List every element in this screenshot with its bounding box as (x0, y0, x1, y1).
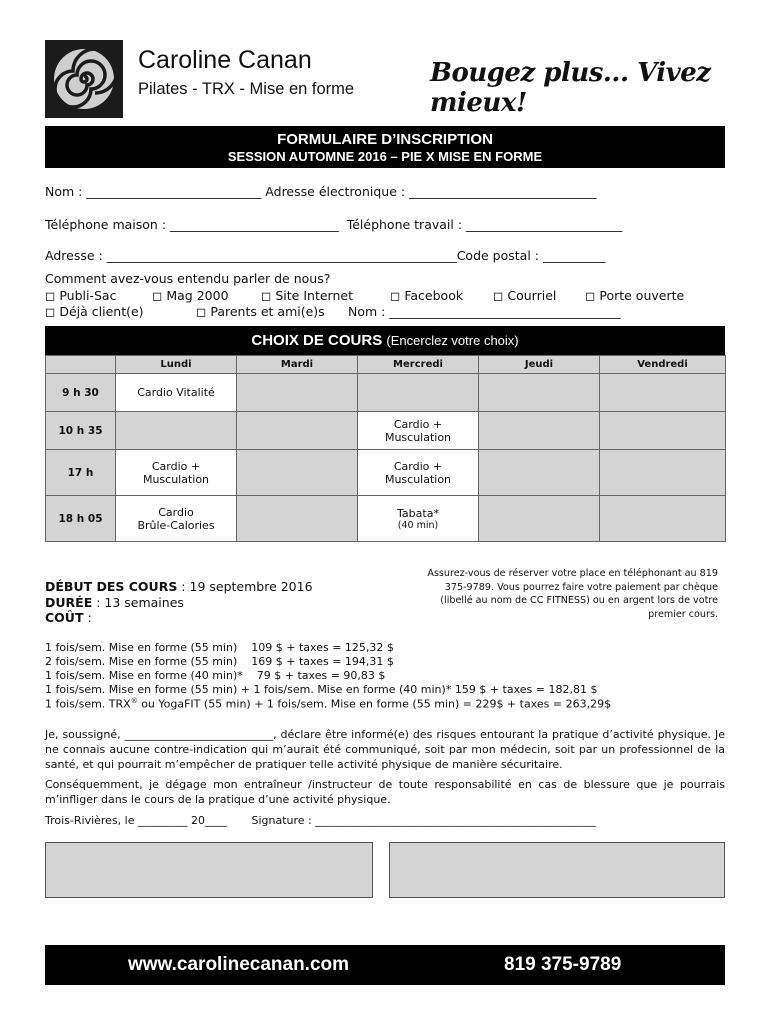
phone-field[interactable]: Téléphone maison : ___________________________ Téléphone travail : _________________________ (45, 217, 623, 232)
course-cell[interactable]: Tabata* (40 min) (358, 496, 479, 542)
booking-note: Assurez-vous de réserver votre place en téléphonant au 819 375-9789. Vous pourrez faire votre paiement par chèque (libellé au nom de CC FITNESS) ou en argent lors de votre premier cours. (427, 568, 718, 620)
empty-cell (600, 374, 726, 412)
empty-cell (600, 412, 726, 450)
option-parents-amis[interactable]: ◻ Parents et ami(e)s (196, 304, 325, 319)
price-line: 1 fois/sem. Mise en forme (55 min) + 1 fois/sem. Mise en forme (40 min)* 159 $ + taxes = 182,81 $ (45, 683, 598, 696)
price-line-trx: 1 fois/sem. TRX® ou YogaFIT (55 min) + 1 fois/sem. Mise en forme (55 min) = 229$ + taxes = 263,29$ (45, 697, 612, 711)
corner-cell (46, 356, 116, 374)
day-header: Lundi (116, 356, 237, 374)
referrer-name-field[interactable]: Nom : _____________________________________ (348, 304, 621, 319)
footer-bar (45, 945, 725, 985)
signature-box-left[interactable] (45, 842, 373, 898)
time-cell: 9 h 30 (46, 374, 116, 412)
price-line: 2 fois/sem. Mise en forme (55 min) 169 $ + taxes = 194,31 $ (45, 655, 394, 668)
empty-cell (600, 496, 726, 542)
declaration-paragraph: Je, soussigné, ___________________________, déclare être informé(e) des risques entourant la pratique d’activité physique. Je ne connais aucune contre-indication qui m’aurait été communiqué, soit par mon médecin, soit par un professionnel de la santé, et qui pourrait m’empêcher de pratiquer telle activité physique de manière sécuritaire. (45, 728, 725, 771)
brand-subtitle: Pilates - TRX - Mise en forme (138, 80, 355, 98)
option-publisac[interactable]: ◻ Publi-Sac (45, 288, 117, 303)
footer-website[interactable]: www.carolinecanan.com (128, 954, 350, 975)
option-courriel[interactable]: ◻ Courriel (493, 288, 557, 303)
course-cell[interactable]: Cardio + Musculation (358, 450, 479, 496)
schedule-title: CHOIX DE COURS (251, 332, 383, 349)
price-line: 1 fois/sem. Mise en forme (40 min)* 79 $ + taxes = 90,83 $ (45, 669, 386, 682)
schedule-subtitle: (Encerclez votre choix) (386, 333, 519, 348)
option-deja-client[interactable]: ◻ Déjà client(e) (45, 304, 144, 319)
signature-box-right[interactable] (389, 842, 725, 898)
empty-cell (237, 450, 358, 496)
name-email-field[interactable]: Nom : ____________________________ Adresse électronique : ______________________________ (45, 184, 597, 199)
empty-cell (479, 412, 600, 450)
empty-cell (116, 412, 237, 450)
course-cell[interactable]: Cardio + Musculation (116, 450, 237, 496)
empty-cell (479, 450, 600, 496)
form-title: FORMULAIRE D’INSCRIPTION (277, 131, 493, 148)
time-cell: 17 h (46, 450, 116, 496)
course-cell[interactable]: Cardio Brûle-Calories (116, 496, 237, 542)
option-site-internet[interactable]: ◻ Site Internet (261, 288, 353, 303)
option-porte-ouverte[interactable]: ◻ Porte ouverte (585, 288, 685, 303)
form-title-bar (45, 126, 725, 168)
slogan: Bougez plus... Vivez mieux! (430, 58, 711, 118)
referral-question: Comment avez-vous entendu parler de nous? (45, 271, 331, 286)
address-field[interactable]: Adresse : ________________________________________________________Code postal : __________ (45, 248, 606, 263)
option-mag2000[interactable]: ◻ Mag 2000 (152, 288, 229, 303)
schedule-table (45, 355, 726, 542)
empty-cell (237, 374, 358, 412)
logo (45, 40, 123, 118)
empty-cell (600, 450, 726, 496)
spiral-logo-icon (45, 40, 123, 118)
empty-cell (358, 374, 479, 412)
option-facebook[interactable]: ◻ Facebook (390, 288, 464, 303)
price-line: 1 fois/sem. Mise en forme (55 min) 109 $ + taxes = 125,32 $ (45, 641, 394, 654)
waiver-paragraph: Conséquemment, je dégage mon entraîneur /instructeur de toute responsabilité en cas de blessure que je pourrais m’infliger dans le cours de la pratique d’une activité physique. (45, 778, 725, 806)
time-cell: 18 h 05 (46, 496, 116, 542)
day-header: Jeudi (479, 356, 600, 374)
signature-line[interactable]: Trois-Rivières, le _________ 20____ Signature : ___________________________________________________ (45, 814, 596, 827)
form-session: SESSION AUTOMNE 2016 – PIE X MISE EN FORME (227, 149, 543, 164)
empty-cell (237, 496, 358, 542)
day-header: Vendredi (600, 356, 726, 374)
day-header: Mardi (237, 356, 358, 374)
empty-cell (479, 496, 600, 542)
duration: DURÉE : 13 semaines (45, 595, 184, 610)
brand-name: Caroline Canan (138, 46, 312, 74)
course-cell[interactable]: Cardio Vitalité (116, 374, 237, 412)
course-cell[interactable]: Cardio + Musculation (358, 412, 479, 450)
schedule-header (45, 326, 725, 355)
day-header: Mercredi (358, 356, 479, 374)
time-cell: 10 h 35 (46, 412, 116, 450)
footer-phone: 819 375-9789 (504, 954, 622, 975)
empty-cell (479, 374, 600, 412)
start-date: DÉBUT DES COURS : 19 septembre 2016 (45, 579, 313, 594)
cost-label: COÛT : (45, 610, 92, 625)
empty-cell (237, 412, 358, 450)
